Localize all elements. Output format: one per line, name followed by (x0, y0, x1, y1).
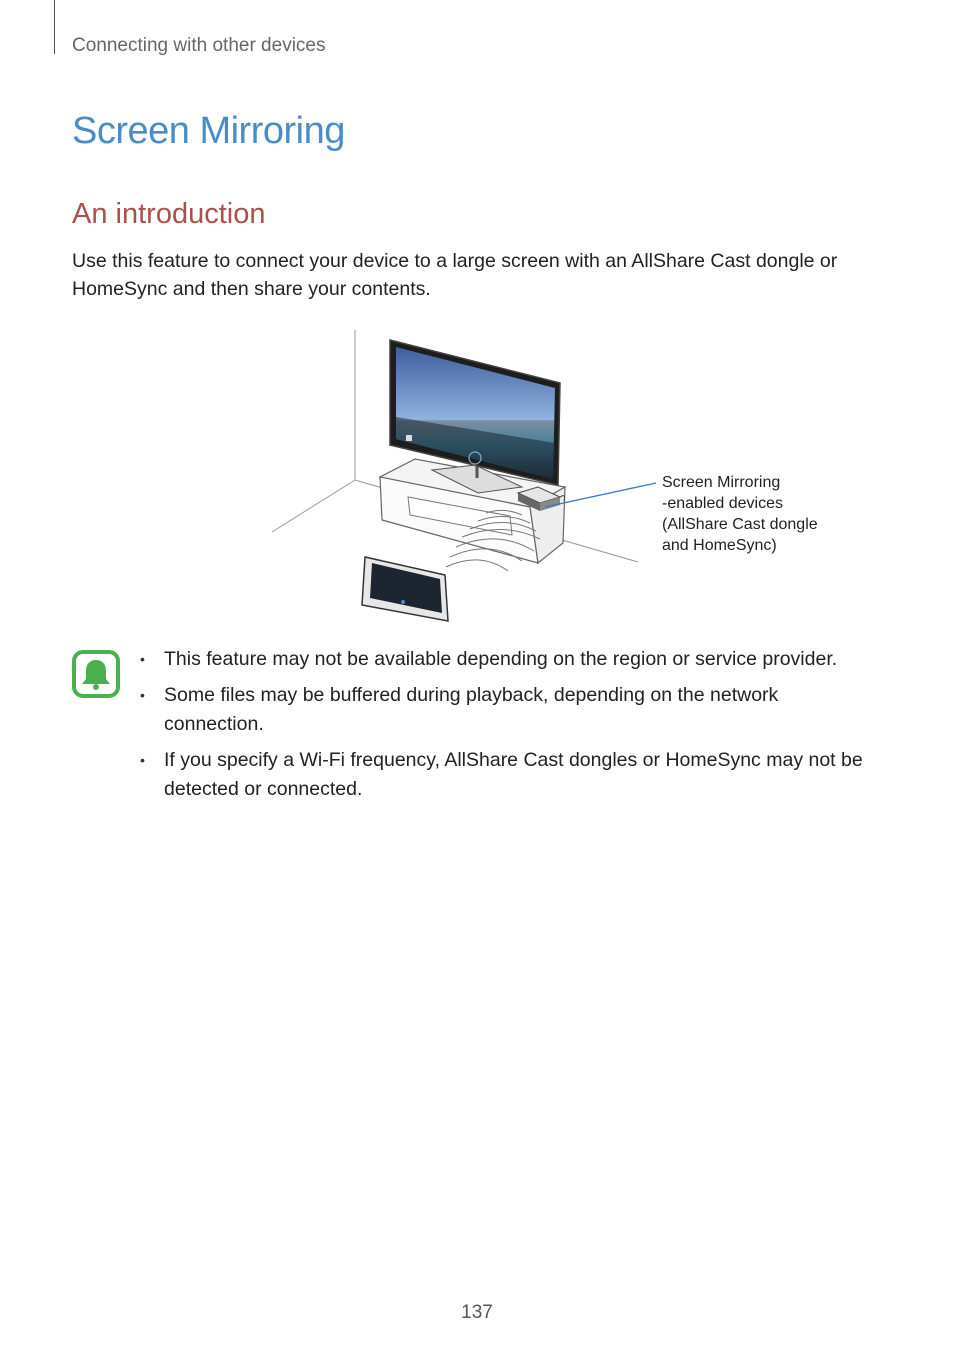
bell-icon (72, 650, 120, 698)
bullet-icon: • (140, 651, 145, 667)
callout-line: and HomeSync) (662, 537, 777, 554)
bullet-icon: • (140, 752, 145, 768)
bullet-icon: • (140, 687, 145, 703)
note-text: This feature may not be available depending on the region or service provider. (164, 648, 838, 670)
note-text: Some files may be buffered during playback, depending on the network connection. (164, 684, 779, 735)
callout-line: -enabled devices (662, 495, 783, 512)
intro-paragraph: Use this feature to connect your device to a large screen with an AllShare Cast dongle or HomeSync and then share your contents. (72, 250, 838, 300)
list-item (140, 645, 870, 674)
header-rule (54, 0, 55, 54)
callout-line: (AllShare Cast dongle (662, 516, 818, 533)
running-header: Connecting with other devices (72, 35, 326, 56)
page-title: Screen Mirroring (72, 110, 345, 152)
list-item (140, 681, 870, 739)
note-text: If you specify a Wi-Fi frequency, AllShare Cast dongles or HomeSync may not be detected or connected. (164, 749, 863, 800)
list-item (140, 746, 870, 804)
page-number: 137 (461, 1302, 493, 1323)
section-heading: An introduction (72, 198, 266, 230)
callout-line: Screen Mirroring (662, 474, 781, 491)
notes-list (140, 645, 870, 811)
illustration-callout (662, 472, 818, 556)
